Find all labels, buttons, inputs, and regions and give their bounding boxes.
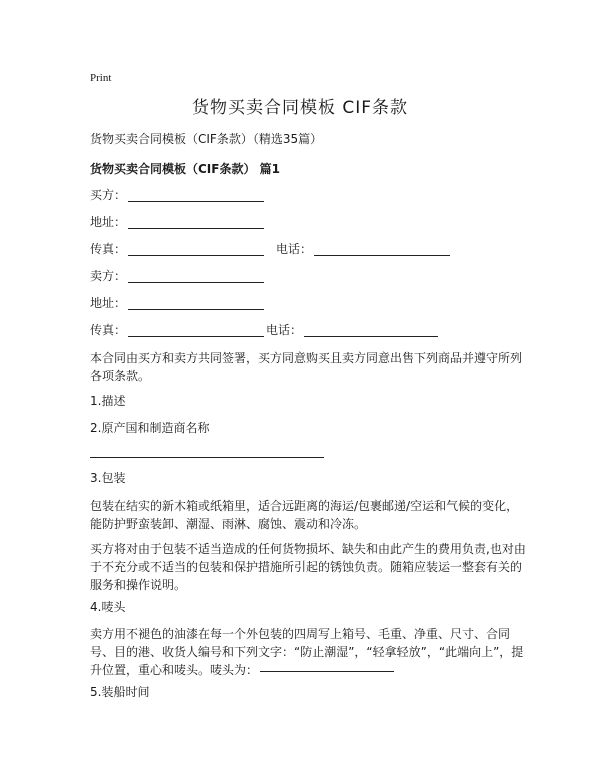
item-packing: 3.包装 <box>90 471 126 485</box>
packing-paragraph-2: 买方将对由于包装不适当造成的任何货物损坏、缺失和由此产生的费用负责,也对由于不充分或不适当的包装和保护措施所引起的锈蚀负责。随箱应装运一整套有关的服务和操作说明。 <box>90 542 526 592</box>
seller-label: 卖方： <box>90 269 127 283</box>
buyer-field <box>90 186 264 204</box>
marking-paragraph <box>90 625 530 679</box>
marking-text: 卖方用不褪色的油漆在每一个外包装的四周写上箱号、毛重、净重、尺寸、合同号、目的港、收货人编号和下列文字：“防止潮湿”，“轻拿轻放”，“此端向上”，提升位置，重心和唛头。唛头为： <box>90 627 524 677</box>
item-marking: 4.唛头 <box>90 600 126 614</box>
buyer-address-label: 地址： <box>90 215 127 229</box>
buyer-phone-blank <box>314 243 450 256</box>
seller-blank <box>128 270 264 283</box>
buyer-address-field <box>90 213 264 231</box>
origin-blank <box>90 457 324 458</box>
seller-phone-label: 电话： <box>266 323 303 337</box>
buyer-blank <box>128 189 264 202</box>
seller-phone-blank <box>304 324 438 337</box>
seller-address-field <box>90 294 264 312</box>
buyer-fax-blank <box>128 243 264 256</box>
seller-fax-blank <box>128 324 264 337</box>
seller-contact-field <box>90 321 438 339</box>
item-origin: 2.原产国和制造商名称 <box>90 421 210 435</box>
item-shipment-time: 5.装船时间 <box>90 685 150 699</box>
packing-paragraph-1: 包装在结实的新木箱或纸箱里，适合远距离的海运/包裹邮递/空运和气候的变化，能防护野蛮装卸、潮湿、雨淋、腐蚀、震动和冷冻。 <box>90 499 519 531</box>
section-heading: 货物买卖合同模板（CIF条款） 篇1 <box>90 162 280 176</box>
buyer-address-blank <box>128 216 264 229</box>
intro-paragraph: 本合同由买方和卖方共同签署，买方同意购买且卖方同意出售下列商品并遵守所列各项条款。 <box>90 351 523 383</box>
buyer-contact-field <box>90 240 450 258</box>
print-link[interactable]: Print <box>90 72 112 84</box>
buyer-phone-label: 电话： <box>276 242 313 256</box>
item-description: 1.描述 <box>90 394 126 408</box>
seller-address-blank <box>128 297 264 310</box>
document-title: 货物买卖合同模板 CIF条款 <box>191 98 409 118</box>
buyer-label: 买方： <box>90 188 127 202</box>
seller-fax-label: 传真： <box>90 323 127 337</box>
seller-field <box>90 267 264 285</box>
seller-address-label: 地址： <box>90 296 127 310</box>
document-subtitle: 货物买卖合同模板（CIF条款）（精选35篇） <box>90 132 323 146</box>
marking-blank <box>260 659 394 672</box>
buyer-fax-label: 传真： <box>90 242 127 256</box>
